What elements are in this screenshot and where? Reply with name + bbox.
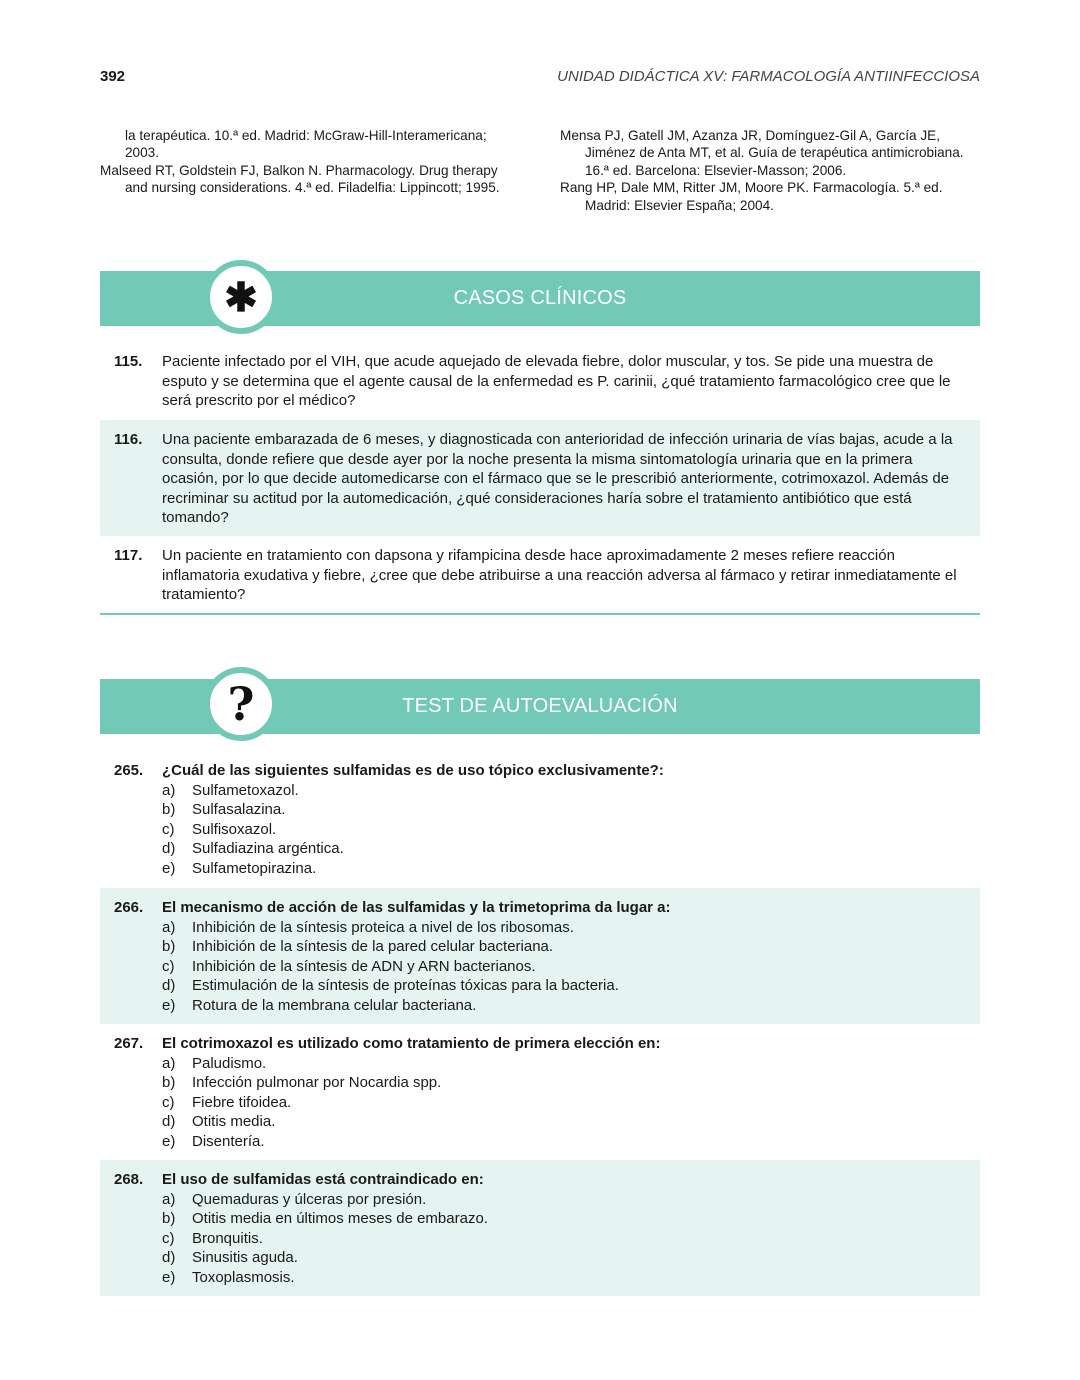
asterisk-glyph: ✱: [224, 273, 258, 321]
running-title: UNIDAD DIDÁCTICA XV: FARMACOLOGÍA ANTIINFECCIOSA: [557, 68, 980, 85]
reference-entry: Malseed RT, Goldstein FJ, Balkon N. Pharmacology. Drug therapy and nursing considerations. 4.ª ed. Filadelfia: Lippincott; 1995.: [100, 162, 500, 196]
option-letter: c): [162, 820, 175, 838]
option-text: Sulfametopirazina.: [192, 859, 317, 877]
option-text: Rotura de la membrana celular bacteriana.: [192, 996, 477, 1014]
answer-option: [162, 781, 965, 801]
option-letter: a): [162, 781, 176, 799]
question-number: 268.: [114, 1171, 144, 1188]
page-number: 392: [100, 68, 126, 85]
option-text: Infección pulmonar por Nocardia spp.: [192, 1074, 442, 1091]
option-text: Quemaduras y úlceras por presión.: [192, 1190, 427, 1208]
option-letter: a): [162, 918, 176, 936]
case-text: Paciente infectado por el VIH, que acude aquejado de elevada fiebre, dolor muscular, y tos. Se pide una muestra de esputo y se determina que el agente causal de la enfermedad es P. carinii, ¿qué tratamiento farmacológico cree que le será prescrito por el médico?: [162, 353, 951, 409]
option-text: Inhibición de la síntesis de ADN y ARN bacterianos.: [192, 957, 536, 975]
question-number: 265.: [114, 762, 144, 779]
clinical-case: [100, 420, 980, 536]
case-number: 117.: [114, 547, 143, 564]
option-letter: d): [162, 977, 176, 994]
option-letter: d): [162, 1249, 176, 1266]
clinical-case: [100, 536, 980, 615]
option-letter: b): [162, 801, 176, 818]
option-letter: c): [162, 1093, 175, 1111]
section-divider: [100, 613, 980, 615]
answer-option: [162, 820, 965, 840]
case-number: 116.: [114, 431, 143, 448]
case-number: 115.: [114, 353, 143, 370]
references-left-column: [100, 127, 520, 197]
test-question: [100, 751, 980, 888]
question-mark-icon: [204, 667, 278, 741]
option-letter: a): [162, 1054, 176, 1072]
question-mark-glyph: ?: [227, 677, 255, 731]
option-text: Bronquitis.: [192, 1229, 263, 1247]
question-stem: El cotrimoxazol es utilizado como tratamiento de primera elección en:: [162, 1035, 661, 1052]
answer-option: [162, 1190, 965, 1210]
option-text: Sulfisoxazol.: [192, 820, 277, 838]
answer-option: [162, 1229, 965, 1249]
test-question: [100, 1024, 980, 1160]
reference-entry: Mensa PJ, Gatell JM, Azanza JR, Domínguez-Gil A, García JE, Jiménez de Anta MT, et al. Guía de terapéutica antimicrobiana. 16.ª ed. Barcelona: Elsevier-Masson; 2006.: [560, 128, 964, 178]
answer-option: [162, 1209, 965, 1229]
option-text: Disentería.: [192, 1132, 265, 1150]
answer-option: [162, 996, 965, 1016]
question-number: 267.: [114, 1035, 144, 1052]
answer-option: [162, 976, 965, 996]
reference-entry: la terapéutica. 10.ª ed. Madrid: McGraw-Hill-Interamericana; 2003.: [125, 128, 487, 161]
option-letter: b): [162, 938, 176, 955]
page-header: [100, 68, 980, 90]
option-text: Toxoplasmosis.: [192, 1268, 295, 1286]
option-letter: e): [162, 859, 176, 877]
test-question: [100, 888, 980, 1024]
option-text: Inhibición de la síntesis proteica a nivel de los ribosomas.: [192, 918, 574, 936]
question-stem: ¿Cuál de las siguientes sulfamidas es de uso tópico exclusivamente?:: [162, 762, 664, 779]
question-number: 266.: [114, 899, 144, 916]
option-text: Estimulación de la síntesis de proteínas tóxicas para la bacteria.: [192, 977, 619, 994]
option-text: Sinusitis aguda.: [192, 1249, 298, 1266]
option-letter: e): [162, 1268, 176, 1286]
option-letter: c): [162, 957, 175, 975]
answer-option: [162, 918, 965, 938]
answer-option: [162, 957, 965, 977]
case-text: Una paciente embarazada de 6 meses, y diagnosticada con anterioridad de infección urinaria de vías bajas, acude a la consulta, donde refiere que desde ayer por la noche presenta la misma sintomatología urinaria que en la primera ocasión, por lo que decide automedicarse con el fármaco que se le prescribió anteriormente, cotrimoxazol. Además de recriminar su actitud por la automedicación, ¿qué consideraciones haría sobre el tratamiento antibiótico que está tomando?: [162, 431, 953, 526]
option-text: Inhibición de la síntesis de la pared celular bacteriana.: [192, 938, 554, 955]
option-letter: b): [162, 1210, 176, 1227]
option-letter: e): [162, 1132, 176, 1150]
asterisk-icon: [204, 260, 278, 334]
answer-option: [162, 839, 965, 859]
answer-option: [162, 937, 965, 957]
option-letter: e): [162, 996, 176, 1014]
answer-option: [162, 1093, 965, 1113]
question-stem: El mecanismo de acción de las sulfamidas y la trimetoprima da lugar a:: [162, 899, 671, 916]
option-text: Sulfasalazina.: [192, 801, 286, 818]
reference-entry: Rang HP, Dale MM, Ritter JM, Moore PK. Farmacología. 5.ª ed. Madrid: Elsevier España; 2004.: [560, 180, 943, 213]
answer-option: [162, 1132, 965, 1152]
clinical-case: [100, 342, 980, 421]
option-letter: b): [162, 1074, 176, 1091]
answer-option: [162, 1112, 965, 1132]
option-text: Paludismo.: [192, 1054, 267, 1072]
option-text: Sulfadiazina argéntica.: [192, 840, 344, 857]
answer-option: [162, 1054, 965, 1074]
option-letter: d): [162, 840, 176, 857]
option-letter: d): [162, 1113, 176, 1130]
self-test-title: TEST DE AUTOEVALUACIÓN: [402, 695, 678, 717]
option-letter: c): [162, 1229, 175, 1247]
answer-option: [162, 1248, 965, 1268]
clinical-cases-title: CASOS CLÍNICOS: [453, 287, 627, 309]
references-right-column: [560, 127, 980, 214]
case-text: Un paciente en tratamiento con dapsona y rifampicina desde hace aproximadamente 2 meses refiere reacción inflamatoria exudativa y fiebre, ¿cree que debe atribuirse a una reacción adversa al fármaco y retirar inmediatamente el tratamiento?: [162, 547, 957, 603]
option-text: Fiebre tifoidea.: [192, 1093, 292, 1111]
answer-option: [162, 1073, 965, 1093]
answer-option: [162, 1268, 965, 1288]
answer-option: [162, 859, 965, 879]
option-letter: a): [162, 1190, 176, 1208]
option-text: Sulfametoxazol.: [192, 781, 299, 799]
test-question: [100, 1160, 980, 1296]
option-text: Otitis media en últimos meses de embarazo.: [192, 1210, 488, 1227]
answer-option: [162, 800, 965, 820]
question-stem: El uso de sulfamidas está contraindicado en:: [162, 1171, 484, 1188]
option-text: Otitis media.: [192, 1113, 276, 1130]
